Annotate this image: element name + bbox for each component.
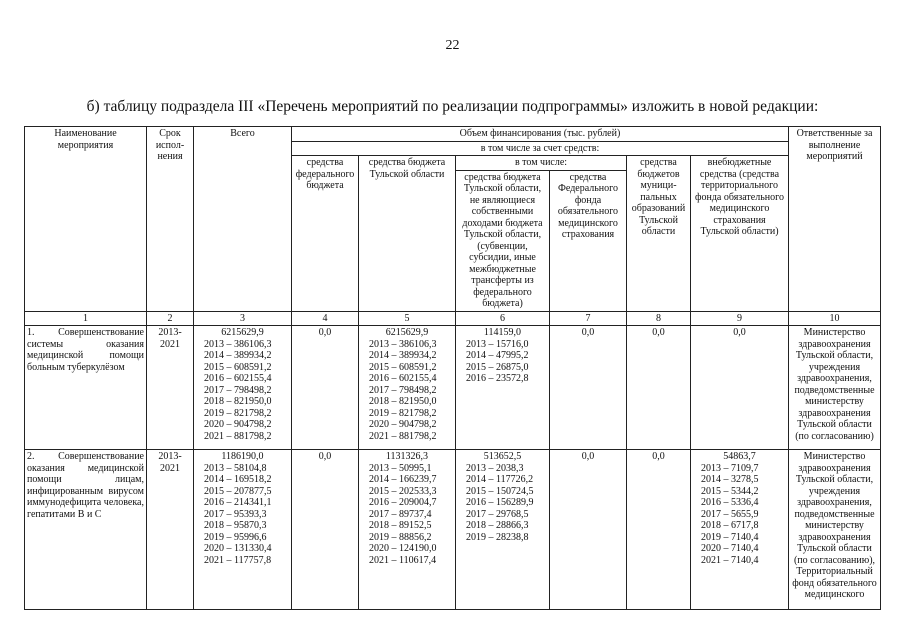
activity-term: 2013-2021 bbox=[147, 326, 194, 450]
year-amount: 2019 – 821798,2 bbox=[369, 407, 437, 419]
year-amount: 2014 – 389934,2 bbox=[204, 350, 272, 361]
responsible-cell: Министерство здравоохранения Тульской области, учреждения здравоохранения, подведомственные министерству здравоохранения Тульской области (по согласованию), Территориальный фонд обязательного медицинского bbox=[789, 450, 881, 610]
amount-total: 54863,7 bbox=[723, 451, 756, 462]
year-amount: 2015 – 5344,2 bbox=[701, 485, 759, 497]
header-incl: в том числе: bbox=[456, 156, 627, 171]
year-amount: 2015 – 207877,5 bbox=[204, 485, 272, 497]
activity-term: 2013-2021 bbox=[147, 450, 194, 610]
year-amount: 2015 – 608591,2 bbox=[204, 361, 272, 373]
header-total: Всего bbox=[194, 127, 292, 312]
amount-total: 1131326,3 bbox=[385, 451, 429, 462]
year-amount: 2014 – 3278,5 bbox=[701, 474, 759, 485]
year-amount: 2017 – 5655,9 bbox=[701, 508, 759, 520]
table-row bbox=[25, 450, 881, 610]
total-cell bbox=[194, 326, 292, 450]
year-amount: 2015 – 608591,2 bbox=[369, 361, 437, 373]
column-number: 6 bbox=[456, 311, 550, 326]
year-amount: 2020 – 131330,4 bbox=[204, 543, 272, 554]
year-amount: 2015 – 150724,5 bbox=[466, 485, 534, 497]
regional-non-own-cell bbox=[456, 450, 550, 610]
amount-total: 0,0 bbox=[733, 327, 746, 338]
year-amount: 2016 – 156289,9 bbox=[466, 497, 534, 508]
year-amount: 2014 – 166239,7 bbox=[369, 474, 437, 485]
fund-cell: 0,0 bbox=[550, 326, 627, 450]
total-cell bbox=[194, 450, 292, 610]
header-regional: средства бюджета Тульской области bbox=[359, 156, 456, 312]
column-number: 2 bbox=[147, 311, 194, 326]
year-amount: 2020 – 904798,2 bbox=[204, 419, 272, 430]
municipal-cell: 0,0 bbox=[627, 326, 691, 450]
year-amount: 2017 – 798498,2 bbox=[204, 384, 272, 396]
year-amount: 2014 – 169518,2 bbox=[204, 474, 272, 485]
year-amount: 2013 – 15716,0 bbox=[466, 338, 529, 350]
year-amount: 2016 – 209004,7 bbox=[369, 497, 437, 508]
amount-total: 513652,5 bbox=[483, 451, 522, 462]
year-amount: 2020 – 904798,2 bbox=[369, 419, 437, 430]
year-amount: 2016 – 5336,4 bbox=[701, 497, 759, 508]
activities-table bbox=[24, 126, 881, 610]
regional-cell bbox=[359, 450, 456, 610]
year-amount: 2020 – 124190,0 bbox=[369, 543, 437, 554]
header-term: Срок испол-нения bbox=[147, 127, 194, 312]
municipal-cell: 0,0 bbox=[627, 450, 691, 610]
year-amount: 2019 – 88856,2 bbox=[369, 531, 432, 543]
amount-total: 6215629,9 bbox=[221, 327, 264, 338]
activity-name: 1. Совершенствование системы оказания медицинской помощи больным туберкулёзом bbox=[25, 326, 147, 450]
year-amount: 2019 – 28238,8 bbox=[466, 531, 529, 543]
year-amount: 2013 – 386106,3 bbox=[369, 338, 437, 350]
amount-total: 1186190,0 bbox=[221, 451, 264, 462]
column-number: 4 bbox=[292, 311, 359, 326]
year-amount: 2016 – 23572,8 bbox=[466, 373, 529, 384]
year-amount: 2014 – 117726,2 bbox=[466, 474, 534, 485]
header-fund: средства Федерального фонда обязательного медицинского страхования bbox=[550, 170, 627, 311]
year-amount: 2013 – 7109,7 bbox=[701, 462, 759, 474]
year-amount: 2017 – 29768,5 bbox=[466, 508, 529, 520]
year-amount: 2021 – 110617,4 bbox=[369, 554, 437, 566]
year-amount: 2021 – 881798,2 bbox=[369, 430, 437, 442]
year-amount: 2015 – 26875,0 bbox=[466, 361, 529, 373]
year-amount: 2015 – 202533,3 bbox=[369, 485, 437, 497]
year-amount: 2013 – 386106,3 bbox=[204, 338, 272, 350]
header-municipal: средства бюджетов муници-пальных образований Тульской области bbox=[627, 156, 691, 312]
year-amount: 2018 – 821950,0 bbox=[204, 396, 272, 407]
header-incl-sources: в том числе за счет средств: bbox=[292, 141, 789, 156]
year-amount: 2016 – 214341,1 bbox=[204, 497, 272, 508]
column-number: 3 bbox=[194, 311, 292, 326]
column-number: 1 bbox=[25, 311, 147, 326]
extra-cell bbox=[691, 450, 789, 610]
year-amount: 2018 – 95870,3 bbox=[204, 520, 267, 531]
year-amount: 2013 – 58104,8 bbox=[204, 462, 267, 474]
header-name: Наименование мероприятия bbox=[25, 127, 147, 312]
year-amount: 2021 – 881798,2 bbox=[204, 430, 272, 442]
year-amount: 2014 – 389934,2 bbox=[369, 350, 437, 361]
year-amount: 2021 – 117757,8 bbox=[204, 554, 272, 566]
federal-cell: 0,0 bbox=[292, 326, 359, 450]
year-amount: 2018 – 28866,3 bbox=[466, 520, 529, 531]
header-funding: Объем финансирования (тыс. рублей) bbox=[292, 127, 789, 142]
year-amount: 2016 – 602155,4 bbox=[369, 373, 437, 384]
column-number: 7 bbox=[550, 311, 627, 326]
extra-cell bbox=[691, 326, 789, 450]
year-amount: 2013 – 50995,1 bbox=[369, 462, 432, 474]
federal-cell: 0,0 bbox=[292, 450, 359, 610]
year-amount: 2018 – 821950,0 bbox=[369, 396, 437, 407]
year-amount: 2017 – 95393,3 bbox=[204, 508, 267, 520]
header-federal: средства федерального бюджета bbox=[292, 156, 359, 312]
page-number: 22 bbox=[445, 38, 460, 53]
year-amount: 2019 – 7140,4 bbox=[701, 531, 759, 543]
amount-total: 6215629,9 bbox=[385, 327, 429, 338]
regional-non-own-cell bbox=[456, 326, 550, 450]
header-extra: внебюджетные средства (средства территориального фонда обязательного медицинского страхования Тульской области) bbox=[691, 156, 789, 312]
amount-total: 114159,0 bbox=[483, 327, 522, 338]
header-regional-non-own: средства бюджета Тульской области, не являющиеся собственными доходами бюджета Тульской области, (субвенции, субсидии, иные межбюджетные трансферты из федерального бюджета) bbox=[456, 170, 550, 311]
year-amount: 2019 – 821798,2 bbox=[204, 407, 272, 419]
column-number: 10 bbox=[789, 311, 881, 326]
year-amount: 2018 – 6717,8 bbox=[701, 520, 759, 531]
table-row bbox=[25, 326, 881, 450]
responsible-cell: Министерство здравоохранения Тульской области, учреждения здравоохранения, подведомственные министерству здравоохранения Тульской области (по согласованию) bbox=[789, 326, 881, 450]
fund-cell: 0,0 bbox=[550, 450, 627, 610]
year-amount: 2018 – 89152,5 bbox=[369, 520, 432, 531]
year-amount: 2019 – 95996,6 bbox=[204, 531, 267, 543]
year-amount: 2016 – 602155,4 bbox=[204, 373, 272, 384]
year-amount: 2020 – 7140,4 bbox=[701, 543, 759, 554]
column-numbers-row bbox=[25, 311, 881, 326]
year-amount: 2013 – 2038,3 bbox=[466, 462, 524, 474]
section-heading: б) таблицу подраздела III «Перечень мероприятий по реализации подпрограммы» изложить в новой редакции: bbox=[86, 98, 819, 115]
year-amount: 2017 – 89737,4 bbox=[369, 508, 432, 520]
activity-name: 2. Совершенствование оказания медицинской помощи лицам, инфицированным вирусом иммунодефицита человека, гепатитами В и С bbox=[25, 450, 147, 610]
column-number: 9 bbox=[691, 311, 789, 326]
regional-cell bbox=[359, 326, 456, 450]
year-amount: 2017 – 798498,2 bbox=[369, 384, 437, 396]
header-responsible: Ответственные за выполнение мероприятий bbox=[789, 127, 881, 312]
year-amount: 2014 – 47995,2 bbox=[466, 350, 529, 361]
column-number: 8 bbox=[627, 311, 691, 326]
column-number: 5 bbox=[359, 311, 456, 326]
year-amount: 2021 – 7140,4 bbox=[701, 554, 759, 566]
